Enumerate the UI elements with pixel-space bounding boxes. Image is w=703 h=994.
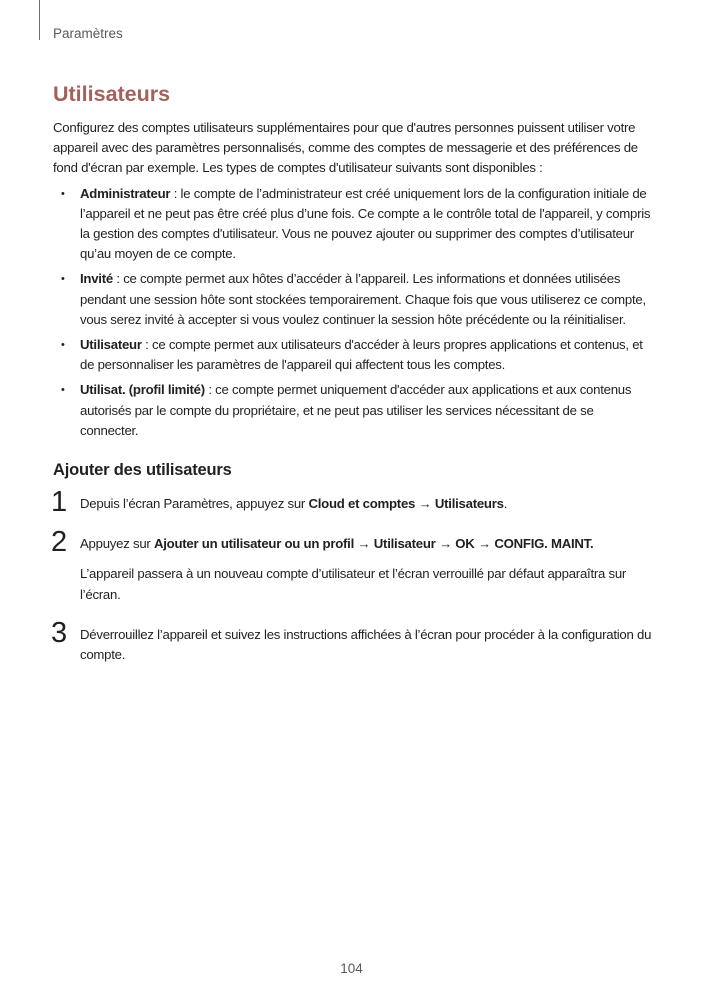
term-restricted-profile: Utilisat. (profil limité)	[80, 382, 205, 398]
intro-paragraph: Configurez des comptes utilisateurs supplémentaires pour que d'autres personnes puissent utiliser votre appareil avec des paramètres personnalisés, comme des comptes de messagerie et des préférences de fond d'écran par exemple. Les types de comptes d'utilisateur suivants sont disponibles :	[53, 120, 638, 176]
step-number: 2	[51, 526, 67, 559]
step-1-text: Depuis l’écran Paramètres, appuyez sur Cloud et comptes → Utilisateurs.	[80, 496, 508, 512]
list-item-user	[53, 335, 653, 375]
bullet-icon: •	[61, 339, 65, 352]
bullet-icon: •	[61, 187, 65, 200]
term-administrator: Administrateur	[80, 185, 171, 201]
desc-restricted-profile: : ce compte permet uniquement d'accéder aux applications et aux contenus autorisés par le compte du propriétaire, et ne peut pas utiliser les services nécessitant de se connecter.	[80, 382, 632, 438]
term-user: Utilisateur	[80, 337, 142, 353]
step-number: 3	[51, 616, 67, 649]
section-label: Paramètres	[53, 26, 123, 41]
desc-administrator: : le compte de l’administrateur est créé uniquement lors de la configuration initiale de l’appareil et ne peut pas être créé plus d’une fois. Ce compte a le contrôle total de l'appareil, y compris la gestion des comptes d'utilisateur. Vous ne pouvez ajouter ou supprimer des comptes d’utilisateur qu’au moyen de ce compte.	[80, 185, 651, 262]
list-item-restricted-profile	[53, 380, 653, 441]
bullet-icon: •	[61, 273, 65, 286]
step-2	[51, 526, 653, 605]
desc-user: : ce compte permet aux utilisateurs d'accéder à leurs propres applications et contenus, et de personnaliser les paramètres de l'appareil qui affectent tous les comptes.	[80, 337, 643, 373]
desc-guest: : ce compte permet aux hôtes d’accéder à l’appareil. Les informations et données utilisées pendant une session hôte sont stockées temporairement. Chaque fois que vous utiliserez ce compte, vous serez invité à accepter si vous voulez continuer la session hôte précédente ou la réinitialiser.	[80, 271, 646, 327]
page-title: Utilisateurs	[53, 82, 171, 106]
header-rule	[39, 0, 40, 40]
step-1	[51, 486, 653, 519]
bullet-icon: •	[61, 384, 65, 397]
account-types-list	[53, 184, 653, 441]
step-number: 1	[51, 486, 67, 519]
page-number: 104	[340, 961, 363, 976]
step-2-text: Appuyez sur Ajouter un utilisateur ou un profil → Utilisateur → OK → CONFIG. MAINT.	[80, 536, 594, 552]
step-3	[51, 616, 653, 665]
term-guest: Invité	[80, 271, 113, 287]
main-content	[53, 118, 653, 685]
section-subtitle: Ajouter des utilisateurs	[53, 461, 232, 480]
list-item-administrator	[53, 184, 653, 265]
step-2-note: L’appareil passera à un nouveau compte d’utilisateur et l’écran verrouillé par défaut apparaîtra sur l’écran.	[80, 566, 627, 602]
list-item-guest	[53, 269, 653, 330]
step-3-text: Déverrouillez l’appareil et suivez les instructions affichées à l’écran pour procéder à la configuration du compte.	[80, 626, 652, 663]
